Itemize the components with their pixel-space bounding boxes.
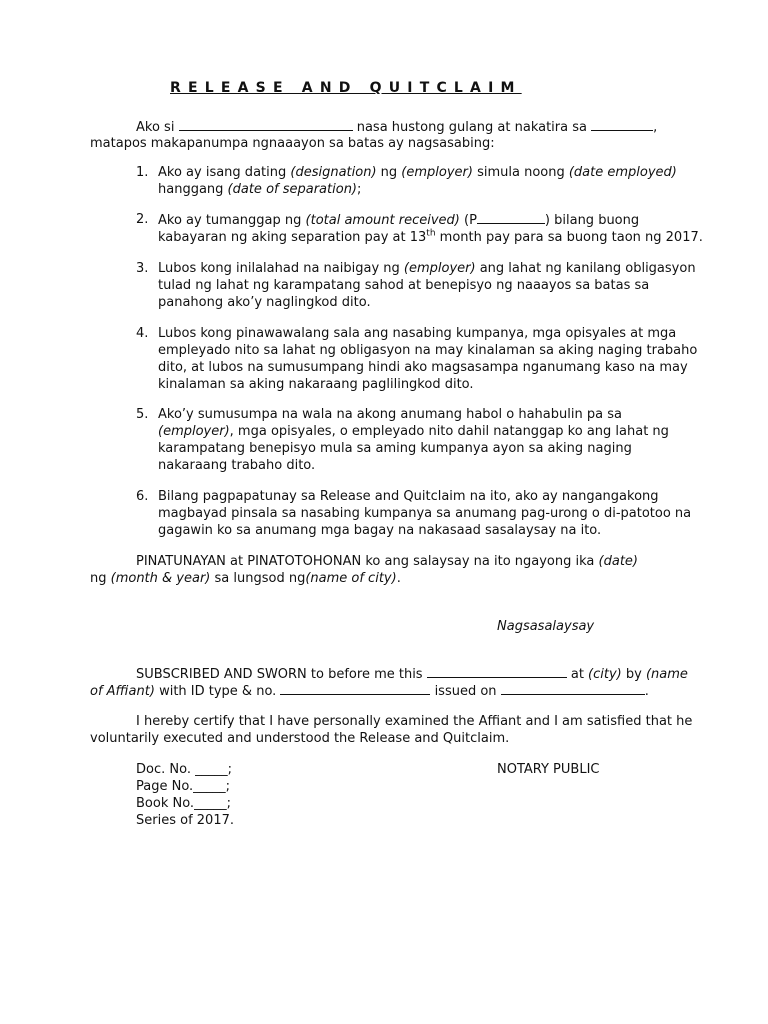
address-blank [591,118,653,131]
text: kabayaran ng aking separation pay at 13 [158,230,427,245]
page-no: Page No._____; [136,779,231,794]
amount-blank [477,211,545,224]
placeholder-total-amount: (total amount received) [305,213,460,228]
text: ; [357,182,362,197]
text: sa lungsod ng [210,571,306,586]
nagsasalaysay-label: Nagsasalaysay [497,619,595,634]
list-item-number: 5. [136,407,149,422]
text: Ako ay isang dating [158,165,291,180]
issued-on-blank [501,682,645,695]
text: . [644,684,649,699]
placeholder-designation: (designation) [290,165,377,180]
text: month pay para sa buong taon ng 2017. [435,230,703,245]
placeholder-city: (city) [588,667,622,682]
document-title: RELEASE AND QUITCLAIM [170,80,522,96]
text: Ako’y sumusumpa na wala na akong anumang habol o hahabulin pa sa [158,407,622,422]
text: Lubos kong inilalahad na naibigay ng [158,261,404,276]
intro-comma: , [653,120,658,135]
placeholder-employer: (employer) [403,261,476,276]
text: at [566,667,589,682]
placeholder-of-affiant: of Affiant) [90,684,155,699]
text: ) bilang buong [544,213,640,228]
subscribed-line-2 [90,682,649,700]
placeholder-employer: (employer) [158,424,230,439]
date-blank [427,665,567,678]
placeholder-name: (name [645,667,688,682]
text: by [621,667,646,682]
series: Series of 2017. [136,813,234,828]
text: magbayad pinsala sa nasabing kumpanya sa anumang pag-urong o di-patotoo na [158,506,692,521]
subscribed-line-1 [136,665,688,683]
placeholder-date-of-separation: (date of separation) [227,182,358,197]
intro-line-2: matapos makapanumpa ngnaaayon sa batas ay nagsasabing: [90,136,495,151]
text: PINATUNAYAN at PINATOTOHONAN ko ang salaysay na ito ngayong ika [136,554,599,569]
doc-no: Doc. No. _____; [136,762,232,777]
intro-nasa-hustong: nasa hustong gulang at nakatira sa [356,120,587,135]
text: dito, at lubos na sumusumpang hindi ako magsasampa nganumang kaso na may [158,360,688,375]
text: ng [376,165,402,180]
placeholder-employer: (employer) [401,165,473,180]
text: ng [90,571,111,586]
text: panahong ako’y naglingkod dito. [158,295,371,310]
text: (P [459,213,477,228]
pinatunayan-line-1 [136,553,638,570]
text: Lubos kong pinawawalang sala ang nasabing kumpanya, mga opisyales at mga [158,326,677,341]
text: , mga opisyales, o empleyado nito dahil natanggap ko ang lahat ng [229,424,669,439]
placeholder-month-year: (month & year) [110,571,211,586]
certify-line-2: voluntarily executed and understood the Release and Quitclaim. [90,731,510,746]
list-item-number: 1. [136,165,149,180]
text: Bilang pagpapatunay sa Release and Quitclaim na ito, ako ay nangangakong [158,489,659,504]
list-item-number: 6. [136,489,149,504]
intro-line-1 [136,118,657,136]
name-blank [179,118,353,131]
text: kinalaman sa aking nakaraang paglilingkod dito. [158,377,474,392]
superscript: th [426,228,436,239]
list-item-number: 2. [136,212,149,227]
notary-public-label: NOTARY PUBLIC [497,762,600,777]
list-item-number: 4. [136,326,149,341]
text: nakaraang trabaho dito. [158,458,316,473]
list-item-number: 3. [136,261,149,276]
placeholder-date-employed: (date employed) [568,165,677,180]
pinatunayan-line-2 [90,570,401,587]
placeholder-date: (date) [598,554,638,569]
text: with ID type & no. [154,684,281,699]
certify-line-1: I hereby certify that I have personally examined the Affiant and I am satisfied that he [136,714,693,729]
placeholder-name-of-city: (name of city) [305,571,397,586]
text: hanggang [158,182,228,197]
text: ang lahat ng kanilang obligasyon [475,261,696,276]
text: gagawin ko sa anumang mga bagay na nakasaad sasalaysay na ito. [158,523,602,538]
intro-ako-si: Ako si [136,120,175,135]
text: empleyado nito sa lahat ng obligasyon na may kinalaman sa aking naging trabaho [158,343,698,358]
text: . [396,571,401,586]
text: issued on [430,684,501,699]
text: karampatang benepisyo mula sa aming kumpanya ayon sa aking naging [158,441,632,456]
text: simula noong [472,165,569,180]
id-blank [280,682,430,695]
text: SUBSCRIBED AND SWORN to before me this [136,667,427,682]
book-no: Book No._____; [136,796,231,811]
text: Ako ay tumanggap ng [158,213,306,228]
text: tulad ng lahat ng karampatang sahod at benepisyo ng naaayos sa batas sa [158,278,650,293]
